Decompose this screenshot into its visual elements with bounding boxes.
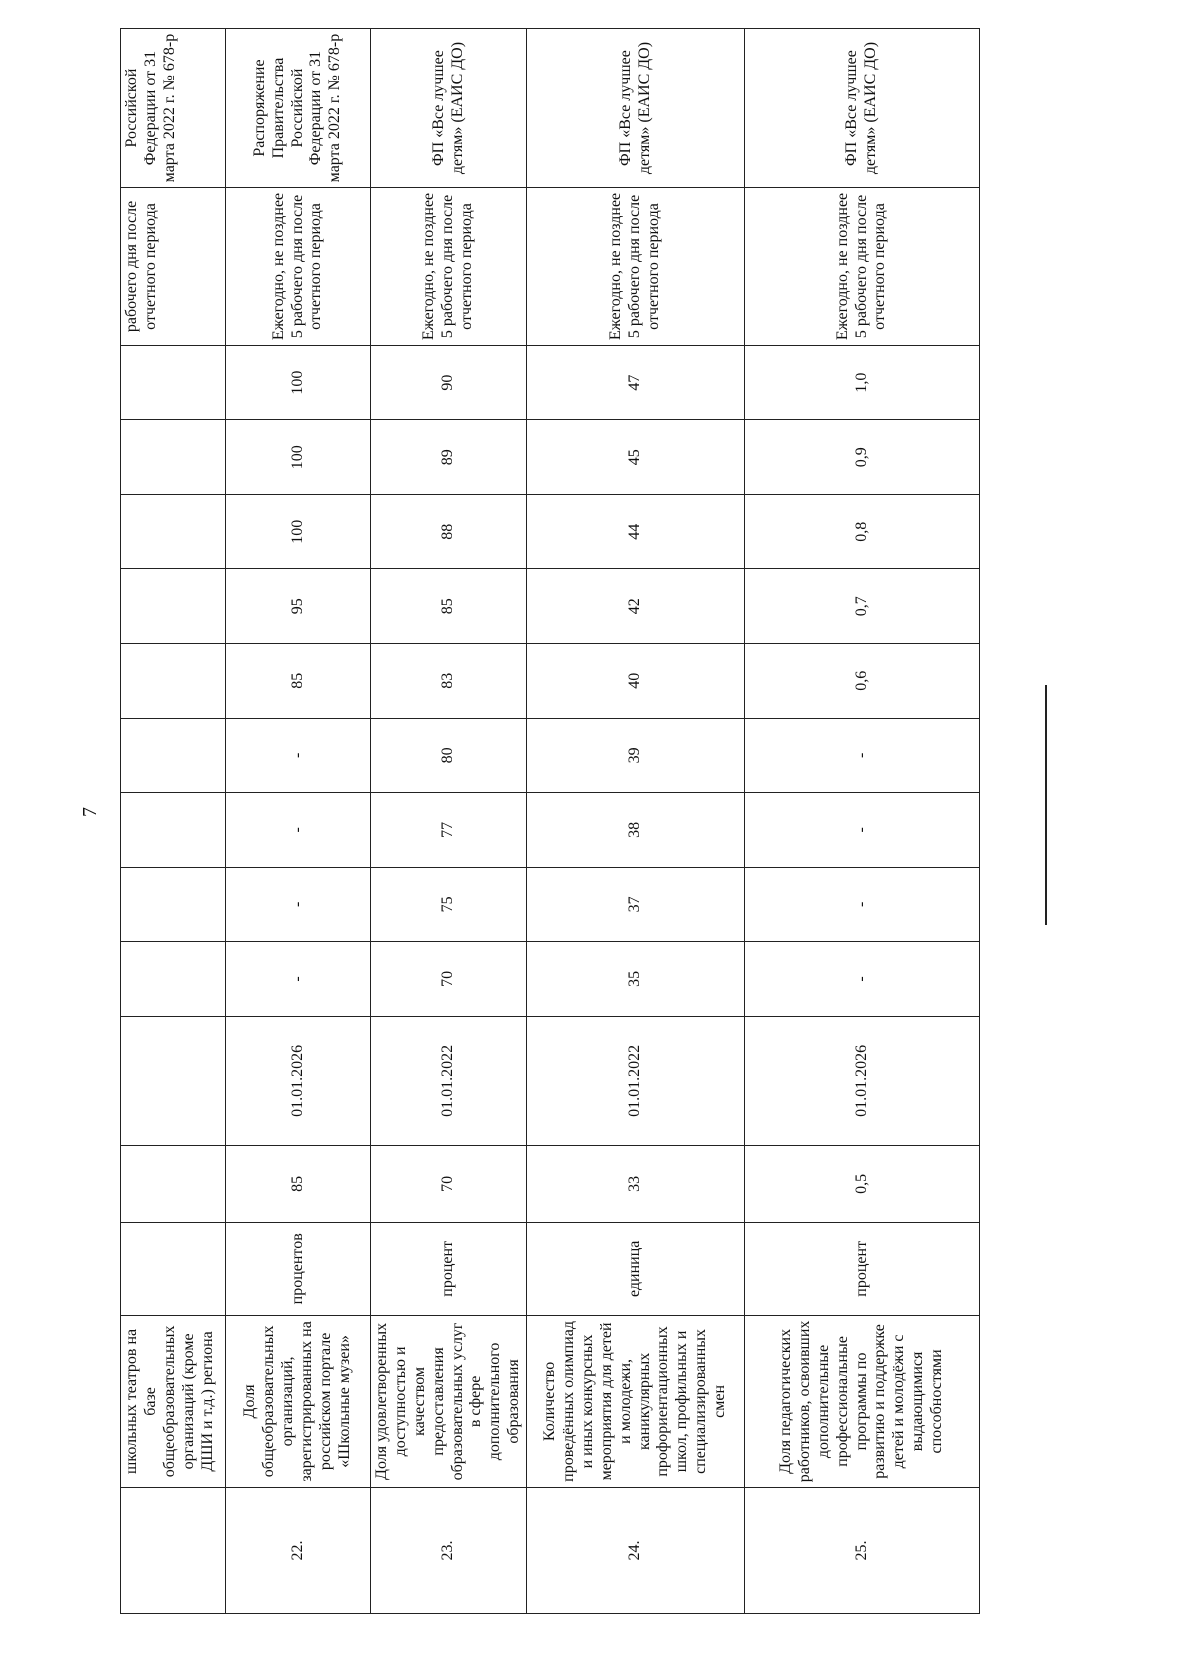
table-row [745,29,980,1614]
year-value-cell: 39 [527,718,745,793]
indicator-name-cell: Количество проведённых олимпиад и иных конкурсных мероприятия для детей и молодежи, каникулярных профориентационных школ, профильных и специализированных смен [527,1315,745,1487]
page-number: 7 [79,807,101,817]
indicator-name-cell: Доля общеобразовательных организаций, зарегистрированных на российском портале «Школьные музеи» [226,1315,371,1487]
year-value-cell: - [745,942,980,1017]
unit-cell: процент [371,1222,527,1315]
year-value-cell: 1,0 [745,345,980,420]
year-value-cell: 88 [371,494,527,569]
source-cell: Российской Федерации от 31 марта 2022 г. № 678-р [121,29,226,188]
base-date-cell: 01.01.2026 [745,1016,980,1145]
year-value-cell: 95 [226,569,371,644]
year-value-cell [121,345,226,420]
year-value-cell: 0,8 [745,494,980,569]
unit-cell: процент [745,1222,980,1315]
source-cell: ФП «Все лучшее детям» (ЕАИС ДО) [371,29,527,188]
indicator-name-cell: Доля педагогических работников, освоивших дополнительные профессиональные программы по развитию и поддержке детей и молодёжи с выдающимися способностями [745,1315,980,1487]
frequency-cell: Ежегодно, не позднее 5 рабочего дня после отчетного периода [371,188,527,346]
rotated-table-container [120,28,978,1614]
year-value-cell: 85 [371,569,527,644]
year-value-cell: 70 [371,942,527,1017]
indicator-name-cell: школьных театров на базе общеобразовательных организаций (кроме ДШИ и т.д.) региона [121,1315,226,1487]
row-number-cell [121,1487,226,1613]
table-row [527,29,745,1614]
year-value-cell: - [745,793,980,868]
row-number-cell: 25. [745,1487,980,1613]
year-value-cell: 38 [527,793,745,868]
base-value-cell: 33 [527,1146,745,1223]
year-value-cell: 100 [226,494,371,569]
source-cell: ФП «Все лучшее детям» (ЕАИС ДО) [527,29,745,188]
frequency-cell: Ежегодно, не позднее 5 рабочего дня после отчетного периода [226,188,371,346]
year-value-cell [121,793,226,868]
year-value-cell: 0,7 [745,569,980,644]
frequency-cell: Ежегодно, не позднее 5 рабочего дня после отчетного периода [745,188,980,346]
row-number-cell: 22. [226,1487,371,1613]
base-value-cell: 85 [226,1146,371,1223]
year-value-cell: 83 [371,644,527,719]
table-row [226,29,371,1614]
year-value-cell: - [226,942,371,1017]
year-value-cell [121,867,226,942]
row-number-cell: 23. [371,1487,527,1613]
year-value-cell: 100 [226,345,371,420]
unit-cell: процентов [226,1222,371,1315]
frequency-cell: рабочего дня после отчетного периода [121,188,226,346]
year-value-cell: - [226,867,371,942]
unit-cell [121,1222,226,1315]
year-value-cell: 44 [527,494,745,569]
year-value-cell: - [226,793,371,868]
source-cell: ФП «Все лучшее детям» (ЕАИС ДО) [745,29,980,188]
base-date-cell [121,1016,226,1145]
year-value-cell [121,644,226,719]
year-value-cell: 77 [371,793,527,868]
unit-cell: единица [527,1222,745,1315]
year-value-cell [121,494,226,569]
year-value-cell: 89 [371,420,527,495]
base-date-cell: 01.01.2022 [371,1016,527,1145]
year-value-cell: 45 [527,420,745,495]
indicator-name-cell: Доля удовлетворенных доступностью и качеством предоставления образовательных услуг в сфере дополнительного образования [371,1315,527,1487]
year-value-cell: 40 [527,644,745,719]
base-date-cell: 01.01.2022 [527,1016,745,1145]
frequency-cell: Ежегодно, не позднее 5 рабочего дня после отчетного периода [527,188,745,346]
year-value-cell: - [226,718,371,793]
indicators-table [120,28,980,1614]
year-value-cell: 0,6 [745,644,980,719]
year-value-cell: - [745,718,980,793]
year-value-cell: 0,9 [745,420,980,495]
row-number-cell: 24. [527,1487,745,1613]
base-date-cell: 01.01.2026 [226,1016,371,1145]
source-cell: Распоряжение Правительства Российской Федерации от 31 марта 2022 г. № 678-р [226,29,371,188]
year-value-cell: 42 [527,569,745,644]
year-value-cell [121,569,226,644]
year-value-cell [121,942,226,1017]
year-value-cell: 80 [371,718,527,793]
year-value-cell: 35 [527,942,745,1017]
year-value-cell: 90 [371,345,527,420]
year-value-cell: 47 [527,345,745,420]
year-value-cell [121,718,226,793]
base-value-cell: 0,5 [745,1146,980,1223]
base-value-cell [121,1146,226,1223]
year-value-cell: 100 [226,420,371,495]
year-value-cell: 75 [371,867,527,942]
table-row [371,29,527,1614]
year-value-cell: 85 [226,644,371,719]
table-row [121,29,226,1614]
year-value-cell [121,420,226,495]
year-value-cell: - [745,867,980,942]
separator-line [1045,685,1047,925]
base-value-cell: 70 [371,1146,527,1223]
year-value-cell: 37 [527,867,745,942]
